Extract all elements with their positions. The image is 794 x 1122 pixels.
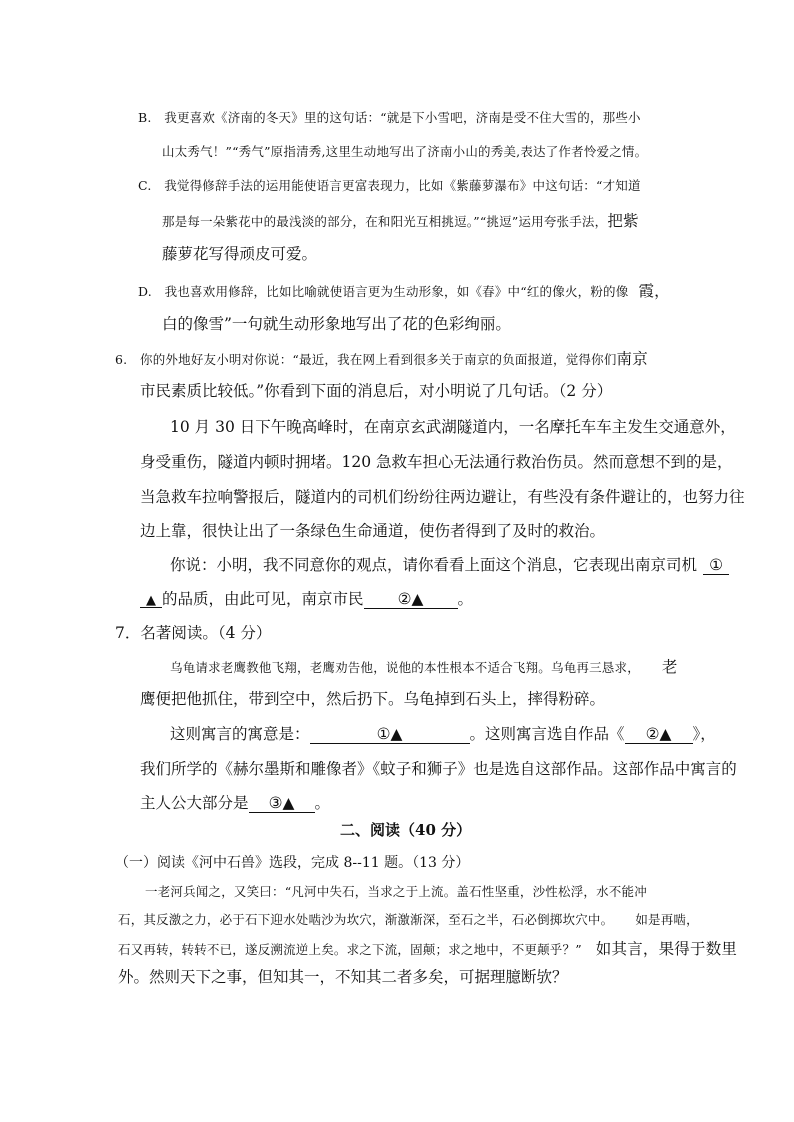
option-d-line-2: 白的像雪”一句就生动形象地写出了花的色彩绚丽。 <box>162 315 511 333</box>
q6-news-line-3: 当急救车拉响警报后，隧道内的司机们纷纷往两边避让，有些没有条件避让的，也努力往 <box>140 488 745 506</box>
q7-answer-text-4: 主人公大部分是 <box>140 794 249 812</box>
option-b-line-2: 山太秀气！”“秀气”原指清秀,这里生动地写出了济南小山的秀美,表达了作者怜爱之情。 <box>162 144 648 159</box>
option-d-line-1-tail: 霞， <box>638 282 670 300</box>
passage-line-3-tail: 如其言，果得于数里 <box>595 940 738 958</box>
q7-answer-text-3: 》， <box>692 725 716 743</box>
q6-news-line-1: 10 月 30 日下午晚高峰时，在南京玄武湖隧道内，一名摩托车车主发生交通意外， <box>170 418 736 436</box>
q6-line-1-tail: 南京 <box>616 350 648 368</box>
option-b-line-1: B. 我更喜欢《济南的冬天》里的这句话：“就是下小雪吧，济南是受不住大雪的，那些小 <box>138 110 641 125</box>
q7-title: 7．名著阅读。（4 分） <box>115 624 272 642</box>
q6-answer-text: 你说：小明，我不同意你的观点，请你看看上面这个消息，它表现出南京司机 <box>170 556 698 574</box>
q7-answer-line-2: 我们所学的《赫尔墨斯和雕像者》《蚊子和狮子》也是选自这部作品。这部作品中寓言的 <box>140 760 737 778</box>
passage-line-1: 一老河兵闻之，又笑曰：“凡河中失石，当求之于上流。盖石性坚重，沙性松浮，水不能冲 <box>145 884 647 899</box>
passage-line-3 <box>118 942 737 958</box>
option-c-line-1: C. 我觉得修辞手法的运用能使语言更富表现力，比如《紫藤萝瀑布》中这句话：“才知道 <box>138 178 641 193</box>
q6-answer-text-2: 的品质，由此可见，南京市民 <box>162 590 364 608</box>
q6-blank-1-marker[interactable]: ▲ <box>140 594 162 608</box>
q7-blank-2[interactable]: ②▲ <box>625 727 693 744</box>
q7-story-line-2: 鹰便把他抓住，带到空中，然后扔下。乌龟掉到石头上，摔得粉碎。 <box>140 690 606 708</box>
q6-blank-2[interactable]: ②▲ <box>364 592 458 609</box>
option-c-line-2-tail: 把紫 <box>607 212 639 230</box>
passage-line-3-text: 石又再转，转转不已，遂反溯流逆上矣。求之下流，固颠；求之地中，不更颠乎？” <box>118 942 582 957</box>
q7-story-text: 乌龟请求老鹰教他飞翔，老鹰劝告他，说他的本性根本不适合飞翔。乌龟再三恳求， <box>170 660 640 675</box>
q7-story-line-1 <box>170 660 678 676</box>
q7-answer-text-1: 这则寓言的寓意是： <box>170 725 310 743</box>
section-heading: 二、阅读（40 分） <box>340 821 472 839</box>
option-c-line-2 <box>162 214 639 230</box>
q6-line-1 <box>115 352 648 368</box>
q6-answer-end: 。 <box>457 590 474 608</box>
q6-answer-line-2 <box>140 592 473 609</box>
passage-line-2 <box>118 914 699 927</box>
q6-answer-line-1 <box>170 558 729 575</box>
option-d-line-1 <box>138 284 670 300</box>
q6-news-line-4: 边上靠，很快让出了一条绿色生命通道，使伤者得到了及时的救治。 <box>140 522 606 540</box>
q7-answer-line-1 <box>170 727 716 744</box>
option-c-line-2-text: 那是每一朵紫花中的最浅淡的部分，在和阳光互相挑逗。”“挑逗”运用夸张手法， <box>162 214 608 229</box>
q7-answer-line-3 <box>140 796 330 813</box>
q7-answer-text-2: 。这则寓言选自作品《 <box>469 725 625 743</box>
q6-line-2: 市民素质比较低。”你看到下面的消息后，对小明说了几句话。（2 分） <box>140 382 613 400</box>
q6-news-line-2: 身受重伤，隧道内顿时拥堵。120 急救车担心无法通行救治伤员。然而意想不到的是， <box>140 453 733 471</box>
q6-blank-1[interactable]: ① <box>703 558 729 575</box>
q7-blank-1[interactable]: ①▲ <box>310 727 470 744</box>
q7-blank-3[interactable]: ③▲ <box>249 796 315 813</box>
q7-story-tail: 老 <box>661 658 678 676</box>
q6-line-1-text: 6. 你的外地好友小明对你说：“最近，我在网上看到很多关于南京的负面报道，觉得你们 <box>115 352 617 367</box>
passage-line-2-text: 石，其反激之力，必于石下迎水处啮沙为坎穴，渐激渐深，至石之半，石必倒掷坎穴中。 <box>118 912 614 927</box>
passage-line-4: 外。然则天下之事，但知其一，不知其二者多矣，可据理臆断欤？ <box>118 968 568 986</box>
option-d-line-1-text: D. 我也喜欢用修辞，比如比喻就使语言更为生动形象，如《春》中“红的像火，粉的像 <box>138 284 629 299</box>
option-c-line-3: 藤萝花写得顽皮可爱。 <box>162 245 318 263</box>
passage-line-2-tail: 如是再啮， <box>635 912 699 927</box>
q7-answer-end: 。 <box>314 794 331 812</box>
section-subheading: （一）阅读《河中石兽》选段，完成 8--11 题。（13 分） <box>115 855 470 871</box>
